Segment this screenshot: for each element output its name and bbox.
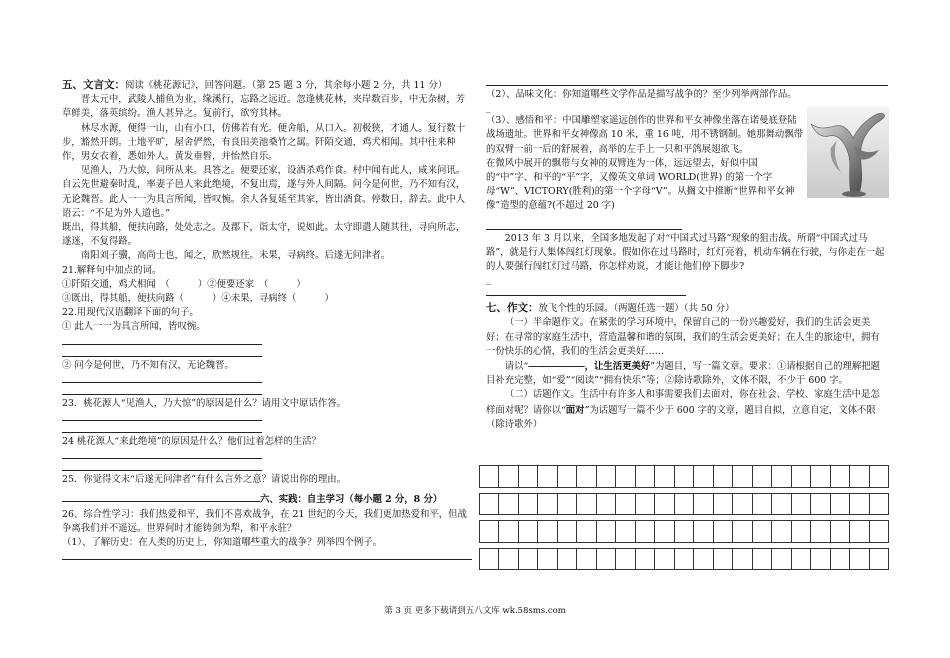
grid-cell[interactable] [498,520,518,543]
grid-cell[interactable] [674,493,694,516]
grid-cell[interactable] [810,465,830,488]
grid-cell[interactable] [732,465,752,488]
grid-cell[interactable] [557,493,577,516]
grid-cell[interactable] [869,465,889,488]
grid-cell[interactable] [869,520,889,543]
answer-line[interactable] [62,347,262,357]
grid-cell[interactable] [518,493,538,516]
answer-line[interactable] [62,385,262,395]
passage-paragraph-2: 林尽水源，便得一山，山有小口，仿佛若有光。便舍船，从口入。初极狭，才通人。复行数十步，豁然开朗。土地平旷，屋舍俨然，有良田美池桑竹之属。阡陌交通，鸡犬相闻。其中往来种作，男女衣着，悉如外人。黄发垂髫，并怡然自乐。 [62,122,466,163]
section5-title: 五、文言文： [62,79,125,91]
question-26-3-b: 在微风中展开的飘带与女神的双臂连为一体，远远望去，好似中国的“中”字、和平的“平”字，又像英文单词 WORLD(世界) 的第一个字母“W”、VICTORY(胜利)的第一个字母“V”。从搁文中推断“世界和平女神像”造型的意蕴?(不超过 20 字) [486,157,795,212]
section7-heading [486,301,888,316]
answer-line[interactable] [62,461,262,471]
section6-heading [62,493,472,507]
question-26-3-a: （3）、感悟和平：中国雕塑家遥远创作的世界和平女神像坐落在诺曼底登陆战场遗址。世界和平女神像高 10 米，重 16 吨，用不锈钢制。她那舞动飘带的双臂一前一后的舒展着，高举的左手上一只和平鸽展翅欲飞。 [486,115,804,155]
grid-cell[interactable] [654,465,674,488]
grid-cell[interactable] [498,465,518,488]
grid-cell[interactable] [498,493,518,516]
grid-cell[interactable] [479,465,499,488]
grid-cell[interactable] [849,465,869,488]
grid-cell[interactable] [693,548,713,571]
question-22-1: ① 此人一一为具言所闻，皆叹惋。 [62,321,206,333]
composition-option-2 [486,388,888,432]
grid-cell[interactable] [752,520,772,543]
grid-cell[interactable] [537,520,557,543]
passage-paragraph-5: 南阳刘子骥，高尚士也，闻之，欣然规往。未果，寻病终。后遂无问津者。 [80,250,391,262]
grid-cell[interactable] [752,493,772,516]
composition-title-blank: ——————，让生活更美好 [528,360,651,372]
grid-cell[interactable] [849,520,869,543]
grid-cell[interactable] [771,548,791,571]
grid-cell[interactable] [674,520,694,543]
grid-cell[interactable] [635,493,655,516]
grid-cell[interactable] [771,465,791,488]
grid-cell[interactable] [537,465,557,488]
grid-cell[interactable] [615,465,635,488]
grid-cell[interactable] [791,465,811,488]
grid-cell[interactable] [654,493,674,516]
grid-cell[interactable] [713,465,733,488]
grid-cell[interactable] [830,493,850,516]
grid-cell[interactable] [635,465,655,488]
grid-cell[interactable] [596,493,616,516]
grid-cell[interactable] [596,548,616,571]
composition-option-1: （一）半命题作文。在紧张的学习环境中，保留自己的一份兴趣爱好，我们的生活会更美好；在寻常的家庭生活中，营造温馨和谐的氛围，我们的生活会更美好；在人生的旅途中，拥有一份快乐的心情，我们的生活会更美好…… [486,317,880,357]
grid-cell[interactable] [732,520,752,543]
grid-cell[interactable] [693,493,713,516]
passage-paragraph-1: 晋太元中，武陵人捕鱼为业，缘溪行，忘路之远近。忽逢桃花林，夹岸数百步，中无杂树，芳草鲜美，落英缤纷。渔人甚异之。复前行，欲穷其林。 [62,94,466,120]
grid-cell[interactable] [518,520,538,543]
grid-cell[interactable] [791,520,811,543]
grid-cell[interactable] [557,465,577,488]
answer-line[interactable] [62,449,262,459]
section7-title: 七、作文： [486,302,539,315]
passage-paragraph-4: 既出，得其船，便扶向路，处处志之。及郡下，诣太守，说如此。太守即遣人随其往，寻向所志，遂迷，不复得路。 [62,222,466,248]
section5-heading [62,78,472,93]
text-span: （二）话题作文。生活中有许多人和事需要我们去面对，你在社会、学校、家庭生活中是怎样面对呢？请你以“ [486,389,880,416]
grid-cell[interactable] [732,493,752,516]
grid-cell[interactable] [479,520,499,543]
grid-cell[interactable] [557,520,577,543]
question-26-4: 2013 年 3 月以来，全国多地发起了对“中国式过马路”现象的狙击战。所谓“中国式过马路”，就是行人集体闯红灯现象。假如你在过马路时，红灯亮着，机动车辆在行驶，与你走在一起的人要强行闯红灯过马路，你怎样劝说，才能让他们停下脚步? [486,232,885,273]
grid-cell[interactable] [576,520,596,543]
grid-cell[interactable] [713,493,733,516]
text-span: 请以“ [504,361,529,373]
grid-cell[interactable] [810,493,830,516]
section6-title: 六、实践：自主学习（每小题 2 分，8 分） [260,494,443,506]
grid-cell[interactable] [576,493,596,516]
answer-line[interactable] [62,423,262,433]
text-span: ”为题目，写一篇文章。要求：①请根据自己的理解把题目补充完整，如“爱”“阅读”“拥有快乐”等；②除诗歌除外，文体不限，不少于 600 字。 [486,361,881,387]
grid-cell[interactable] [810,520,830,543]
answer-mark: _ [486,274,491,286]
peace-statue-illustration [807,106,889,198]
grid-cell[interactable] [576,548,596,571]
grid-cell[interactable] [810,548,830,571]
passage-paragraph-3: 见渔人，乃大惊，问所从来。具答之。便要还家，设酒杀鸡作食。村中闻有此人，咸来问讯。自云先世避秦时乱，率妻子邑人来此绝境，不复出焉，遂与外人间隔。问今是何世，乃不知有汉，无论魏晋。此人一一为具言所闻，皆叹惋。余人各复延至其家，皆出酒食。停数日，辞去。此中人语云：“不足为外人道也。” [62,165,466,219]
grid-cell[interactable] [615,520,635,543]
question-24: 24 桃花源人“来此绝境”的原因是什么？他们过着怎样的生活？ [62,436,321,448]
grid-cell[interactable] [635,548,655,571]
answer-line[interactable] [486,220,682,230]
grid-cell[interactable] [537,548,557,571]
text-span: ”为话题写一篇不少于 600 字的文章，题目自拟，立意自定，文体不限（除诗歌外） [486,404,876,430]
grid-cell[interactable] [830,548,850,571]
grid-cell[interactable] [654,520,674,543]
grid-cell[interactable] [479,548,499,571]
answer-line[interactable] [62,373,262,383]
grid-cell[interactable] [615,548,635,571]
grid-cell[interactable] [791,493,811,516]
question-22: 22.用现代汉语翻译下面的句子。 [62,307,199,319]
grid-cell[interactable] [849,548,869,571]
grid-cell[interactable] [830,520,850,543]
grid-cell[interactable] [674,548,694,571]
grid-cell[interactable] [771,520,791,543]
grid-cell[interactable] [576,465,596,488]
question-21: 21.解释句中加点的词。 [62,264,162,276]
answer-line[interactable] [62,335,262,345]
question-21-items-a: ①阡陌交通，鸡犬相闻 （ ）②便要还家 （ ） [62,278,306,290]
section7-intro: 放飞个性的乐园。（两题任选一题）（共 50 分） [538,303,735,315]
grid-cell[interactable] [615,493,635,516]
grid-cell[interactable] [537,493,557,516]
grid-cell[interactable] [693,520,713,543]
grid-cell[interactable] [869,493,889,516]
grid-cell[interactable] [479,493,499,516]
grid-cell[interactable] [849,493,869,516]
question-25: 25．你觉得文末“后遂无问津者”有什么言外之意？请说出你的理由。 [62,474,347,486]
grid-cell[interactable] [674,465,694,488]
grid-cell[interactable] [518,465,538,488]
grid-cell[interactable] [693,465,713,488]
question-22-2: ② 问今是何世，乃不知有汉，无论魏晋。 [62,359,234,371]
grid-cell[interactable] [791,548,811,571]
question-21-items-b: ③既出，得其船，便扶向路（ ）④未果，寻病终（ ） [62,293,334,305]
question-26-1: （1）、了解历史：在人类的历史上，你知道哪些重大的战争？列举四个例子。 [62,537,383,549]
grid-cell[interactable] [752,548,772,571]
grid-cell[interactable] [498,548,518,571]
answer-mark: _ [486,102,491,114]
question-23: 23．桃花源人“见渔人，乃大惊”的原因是什么？请用文中原话作答。 [62,397,347,409]
grid-cell[interactable] [518,548,538,571]
question-26-2: （2）、品味文化：你知道哪些文学作品是描写战争的？至少列举两部作品。 [486,89,797,100]
answer-line[interactable] [62,550,472,560]
grid-cell[interactable] [732,548,752,571]
left-column [62,78,472,562]
answer-line[interactable] [486,78,888,86]
grid-cell[interactable] [830,465,850,488]
answer-line[interactable] [62,501,260,502]
grid-cell[interactable] [752,465,772,488]
grid-cell[interactable] [596,520,616,543]
composition-option-1-requirements [486,359,888,388]
grid-cell[interactable] [654,548,674,571]
grid-cell[interactable] [869,548,889,571]
answer-line[interactable] [62,411,262,421]
composition-writing-grid[interactable] [480,465,889,570]
grid-cell[interactable] [771,493,791,516]
composition-topic: 面对 [565,403,585,415]
grid-cell[interactable] [713,548,733,571]
question-26: 26、综合性学习：我们热爱和平，我们不喜欢战争，在 21 世纪的今天，我们更加热爱和平，但战争离我们并不遥远。世界何时才能铸剑为犁，和平永驻？ [62,508,467,534]
section5-intro: 阅读《桃花源记》，回答问题。（第 25 题 3 分，其余每小题 2 分，共 11 分） [125,80,448,91]
grid-cell[interactable] [596,465,616,488]
grid-cell[interactable] [557,548,577,571]
answer-line[interactable] [486,286,686,296]
peace-statue-photo [807,106,889,198]
grid-cell[interactable] [635,520,655,543]
grid-cell[interactable] [713,520,733,543]
page-footer: 第 3 页 更多下载请到五八文库 wk.58sms.com [384,606,566,616]
